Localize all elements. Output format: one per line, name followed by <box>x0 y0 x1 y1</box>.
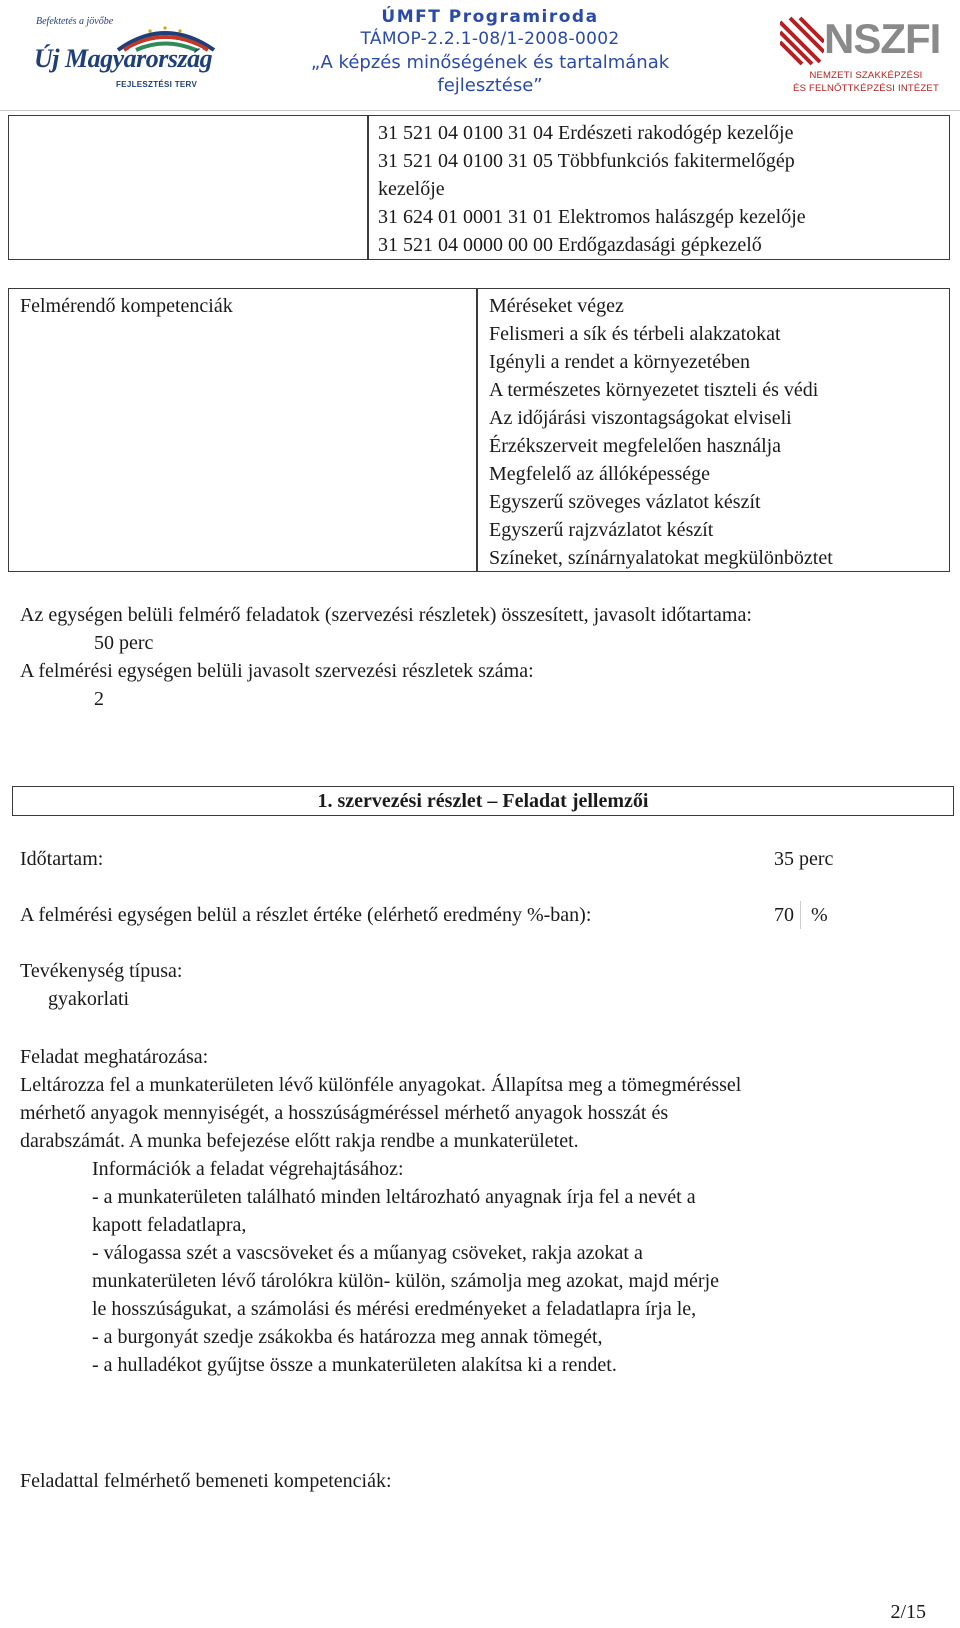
task-line: mérhető anyagok mennyiségét, a hosszúságméréssel mérhető anyagok hosszát és <box>20 1102 669 1124</box>
info-line: - a hulladékot gyűjtse össze a munkaterületen alakítsa ki a rendet. <box>92 1354 617 1376</box>
info-line: munkaterületen lévő tárolókra külön- külön, számolja meg azokat, majd mérje <box>92 1270 720 1292</box>
input-competencies-label: Feladattal felmérhető bemeneti kompetenciák: <box>20 1470 392 1492</box>
nszfi-caption-1: NEMZETI SZAKKÉPZÉSI <box>809 70 923 81</box>
program-header <box>300 6 680 97</box>
activity-type-label: Tevékenység típusa: <box>20 960 183 982</box>
nszfi-wordmark: NSZFI <box>824 15 941 62</box>
info-line: - a munkaterületen található minden leltározható anyagnak írja fel a nevét a <box>92 1186 696 1208</box>
info-line: kapott feladatlapra, <box>92 1214 247 1236</box>
task-info-list <box>92 1155 719 1379</box>
competency-item: Érzékszerveit megfelelően használja <box>489 435 782 457</box>
logo-subbrand: FEJLESZTÉSI TERV <box>116 80 198 89</box>
info-line: Információk a feladat végrehajtásához: <box>92 1158 404 1180</box>
page-number: 2/15 <box>890 1601 926 1623</box>
program-name-line2: fejlesztése” <box>437 75 543 96</box>
info-line: - válogassa szét a vascsöveket és a műanyag csöveket, rakja azokat a <box>92 1242 643 1264</box>
competency-item: Egyszerű rajzvázlatot készít <box>489 519 714 541</box>
qualification-line: 31 624 01 0001 31 01 Elektromos halászgép kezelője <box>378 206 806 228</box>
activity-type-value: gyakorlati <box>48 988 130 1010</box>
competencies-label: Felmérendő kompetenciák <box>20 295 233 317</box>
summary-duration-label: Az egységen belüli felmérő feladatok (szervezési részletek) összesített, javasolt időtartama: <box>20 604 752 626</box>
header-divider <box>0 110 960 111</box>
competency-item: Méréseket végez <box>489 295 624 317</box>
qualification-line: 31 521 04 0000 00 00 Erdőgazdasági gépkezelő <box>378 234 762 256</box>
competency-item: Igényli a rendet a környezetében <box>489 351 750 373</box>
task-line: Leltározza fel a munkaterületen lévő különféle anyagokat. Állapítsa meg a tömegméréssel <box>20 1074 742 1096</box>
part-time-label: Időtartam: <box>20 848 104 870</box>
competencies-list <box>489 292 833 572</box>
competency-item: A természetes környezetet tiszteli és védi <box>489 379 819 401</box>
summary-duration-value: 50 perc <box>94 632 154 654</box>
part-value-label: A felmérési egységen belül a részlet értéke (elérhető eredmény %-ban): <box>20 904 592 926</box>
part-title: 1. szervezési részlet – Feladat jellemzői <box>317 790 649 812</box>
qualifications-list <box>378 119 806 259</box>
logo-brand: Új Magyarország <box>34 44 213 73</box>
task-line: darabszámát. A munka befejezése előtt rakja rendbe a munkaterületet. <box>20 1130 579 1152</box>
competency-item: Színeket, színárnyalatokat megkülönböztet <box>489 547 833 569</box>
competencies-table-divider <box>476 288 478 572</box>
program-code: TÁMOP-2.2.1-08/1-2008-0002 <box>360 29 620 49</box>
competency-item: Az időjárási viszontagságokat elviseli <box>489 407 792 429</box>
qualifications-table-divider <box>367 115 369 260</box>
uj-magyarorszag-logo <box>30 14 213 90</box>
competency-item: Felismeri a sík és térbeli alakzatokat <box>489 323 781 345</box>
part-value-number: 70 <box>774 901 801 929</box>
task-definition-label: Feladat meghatározása: <box>20 1046 209 1068</box>
qualification-line: kezelője <box>378 178 445 200</box>
nszfi-caption-2: ÉS FELNŐTTKÉPZÉSI INTÉZET <box>793 83 939 94</box>
part-value-unit: % <box>811 904 828 926</box>
program-office-title: ÚMFT Programiroda <box>381 7 599 27</box>
logo-slogan: Befektetés a jövőbe <box>36 16 114 27</box>
competency-item: Megfelelő az állóképessége <box>489 463 711 485</box>
info-line: le hosszúságukat, a számolási és mérési eredményeket a feladatlapra írja le, <box>92 1298 697 1320</box>
nszfi-logo <box>780 14 950 94</box>
summary-count-value: 2 <box>94 688 104 710</box>
qualification-line: 31 521 04 0100 31 04 Erdészeti rakodógép kezelője <box>378 122 794 144</box>
info-line: - a burgonyát szedje zsákokba és határozza meg annak tömegét, <box>92 1326 603 1348</box>
competency-item: Egyszerű szöveges vázlatot készít <box>489 491 761 513</box>
summary-count-label: A felmérési egységen belüli javasolt szervezési részletek száma: <box>20 660 534 682</box>
program-name-line1: „A képzés minőségének és tartalmának <box>310 52 670 73</box>
part-time-value: 35 perc <box>774 848 834 870</box>
task-definition-text <box>20 1071 741 1155</box>
qualification-line: 31 521 04 0100 31 05 Többfunkciós fakitermelőgép <box>378 150 795 172</box>
nszfi-emblem-icon <box>780 16 824 66</box>
